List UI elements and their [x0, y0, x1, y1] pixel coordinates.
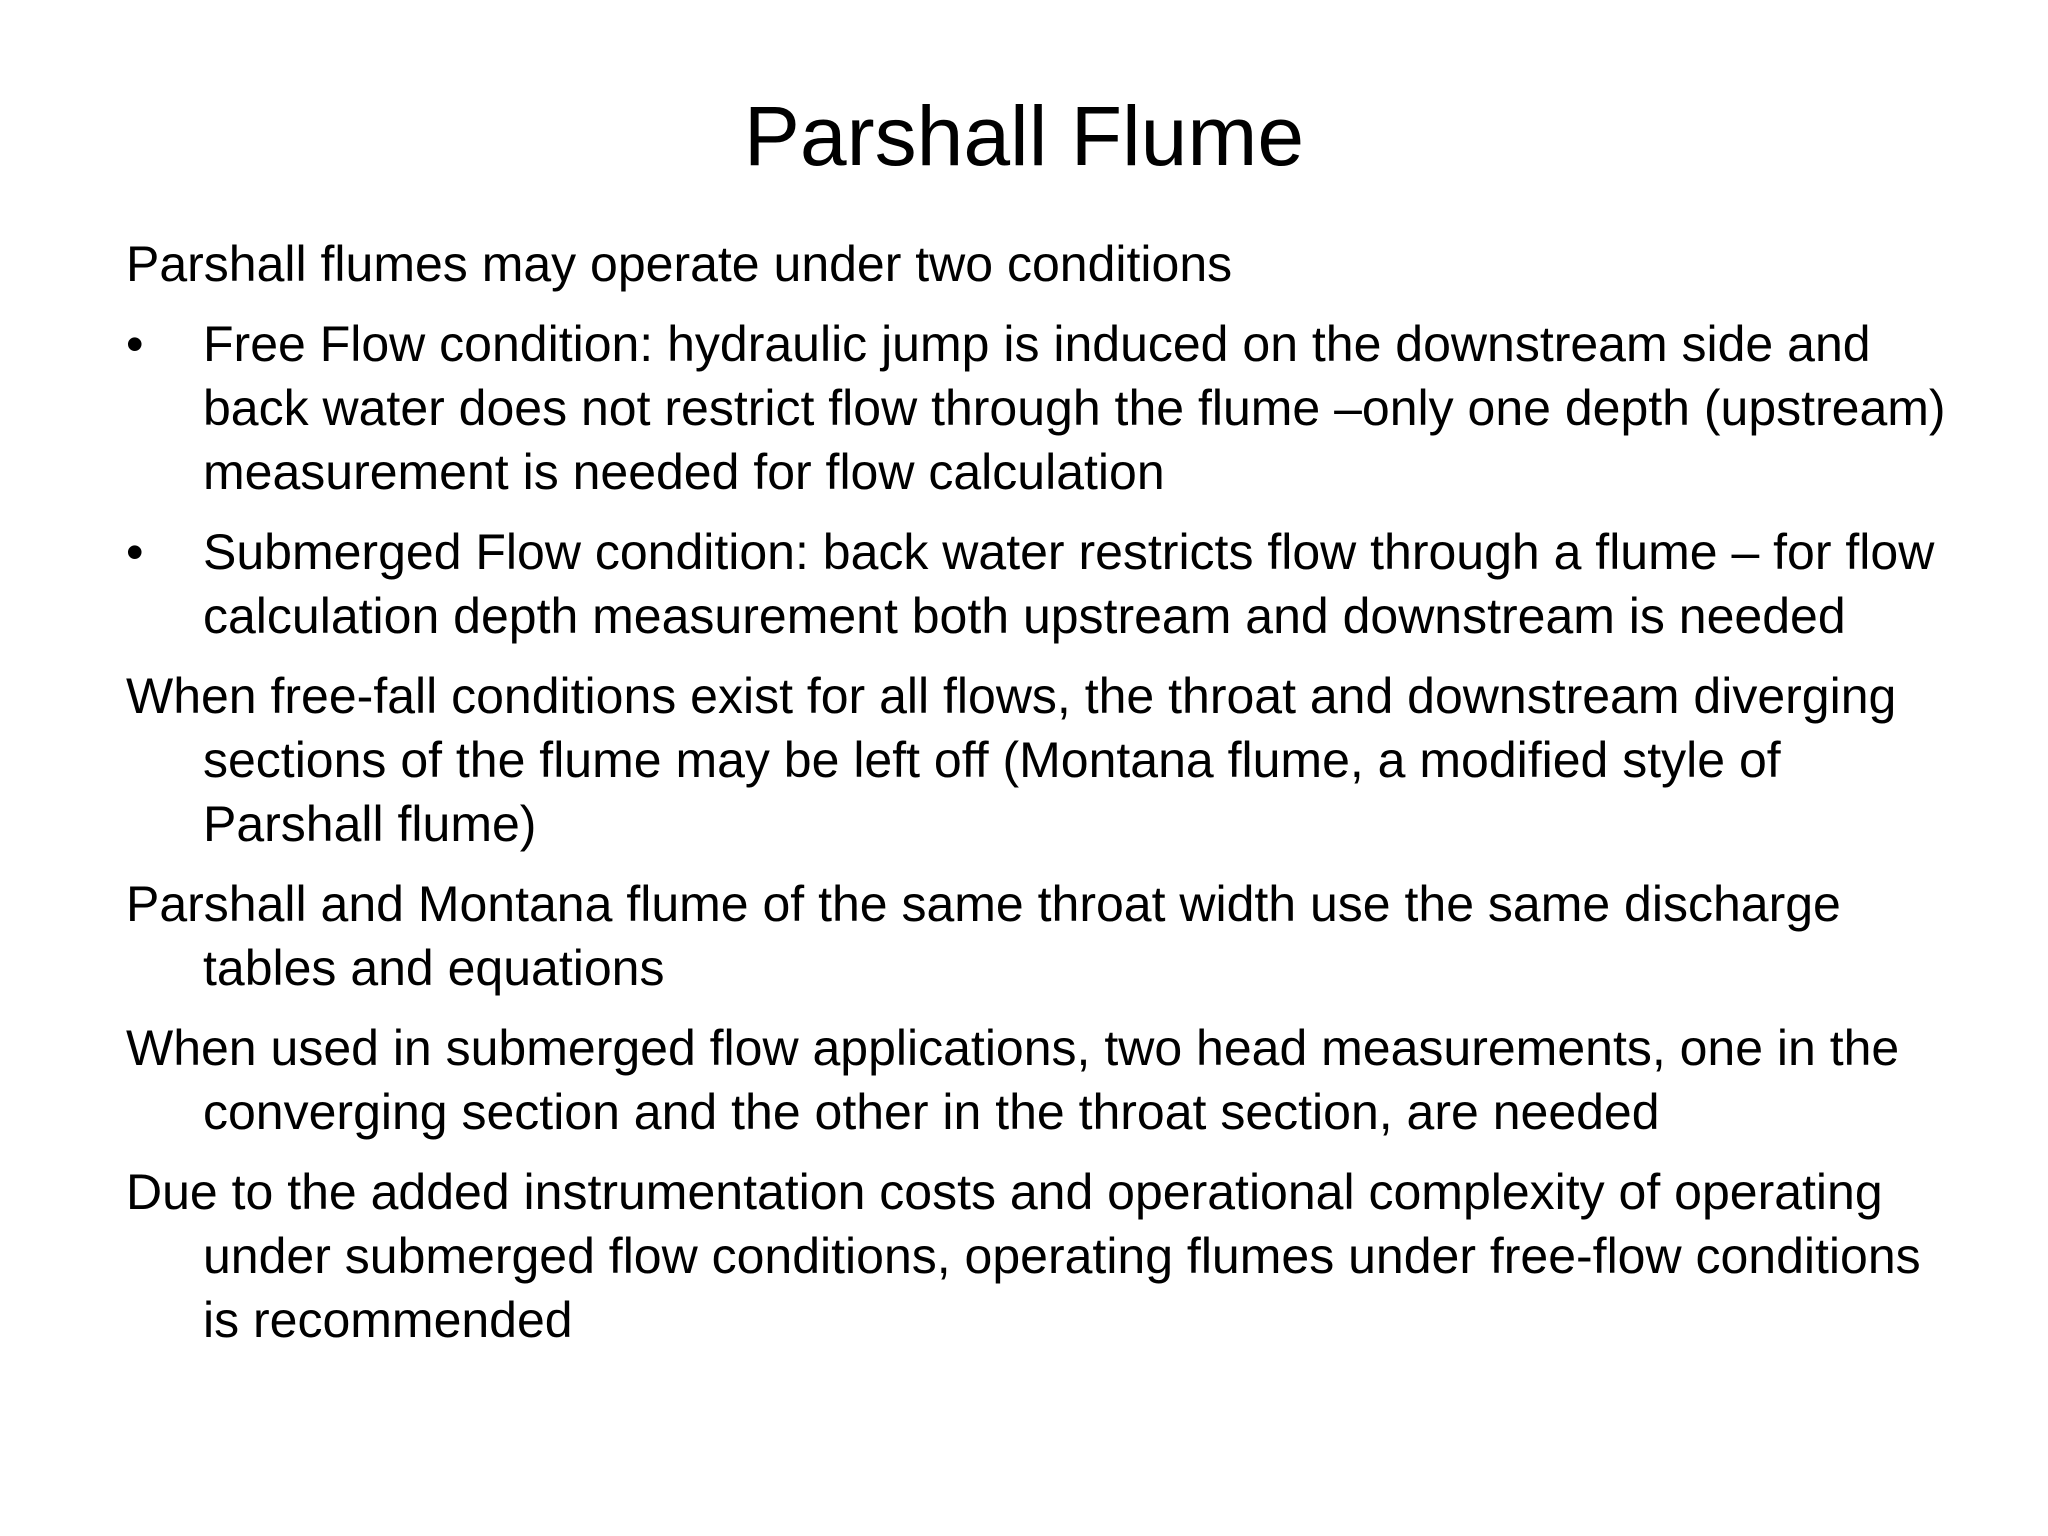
intro-paragraph: Parshall flumes may operate under two conditions — [126, 236, 1233, 292]
bullet-item-free-flow — [126, 312, 1946, 504]
bullet-marker: • — [126, 524, 144, 580]
paragraph-submerged-applications: When used in submerged flow applications, two head measurements, one in the converging section and the other in the throat section, are needed — [126, 1020, 1900, 1140]
bullet-item-submerged-flow — [126, 520, 1946, 648]
bullet-text: Submerged Flow condition: back water restricts flow through a flume – for flow calculation depth measurement both upstream and downstream is needed — [203, 524, 1935, 644]
paragraph-recommendation: Due to the added instrumentation costs and operational complexity of operating under submerged flow conditions, operating flumes under free-flow conditions is recommended — [126, 1164, 1921, 1348]
paragraph-montana-flume: Parshall and Montana flume of the same throat width use the same discharge tables and equations — [126, 876, 1841, 996]
slide-content — [126, 232, 1946, 1368]
slide-title: Parshall Flume — [743, 89, 1305, 183]
paragraph-free-fall: When free-fall conditions exist for all flows, the throat and downstream diverging sections of the flume may be left off (Montana flume, a modified style of Parshall flume) — [126, 668, 1897, 852]
bullet-text: Free Flow condition: hydraulic jump is induced on the downstream side and back water does not restrict flow through the flume –only one depth (upstream) measurement is needed for flow calculation — [203, 316, 1946, 500]
bullet-marker: • — [126, 316, 144, 372]
